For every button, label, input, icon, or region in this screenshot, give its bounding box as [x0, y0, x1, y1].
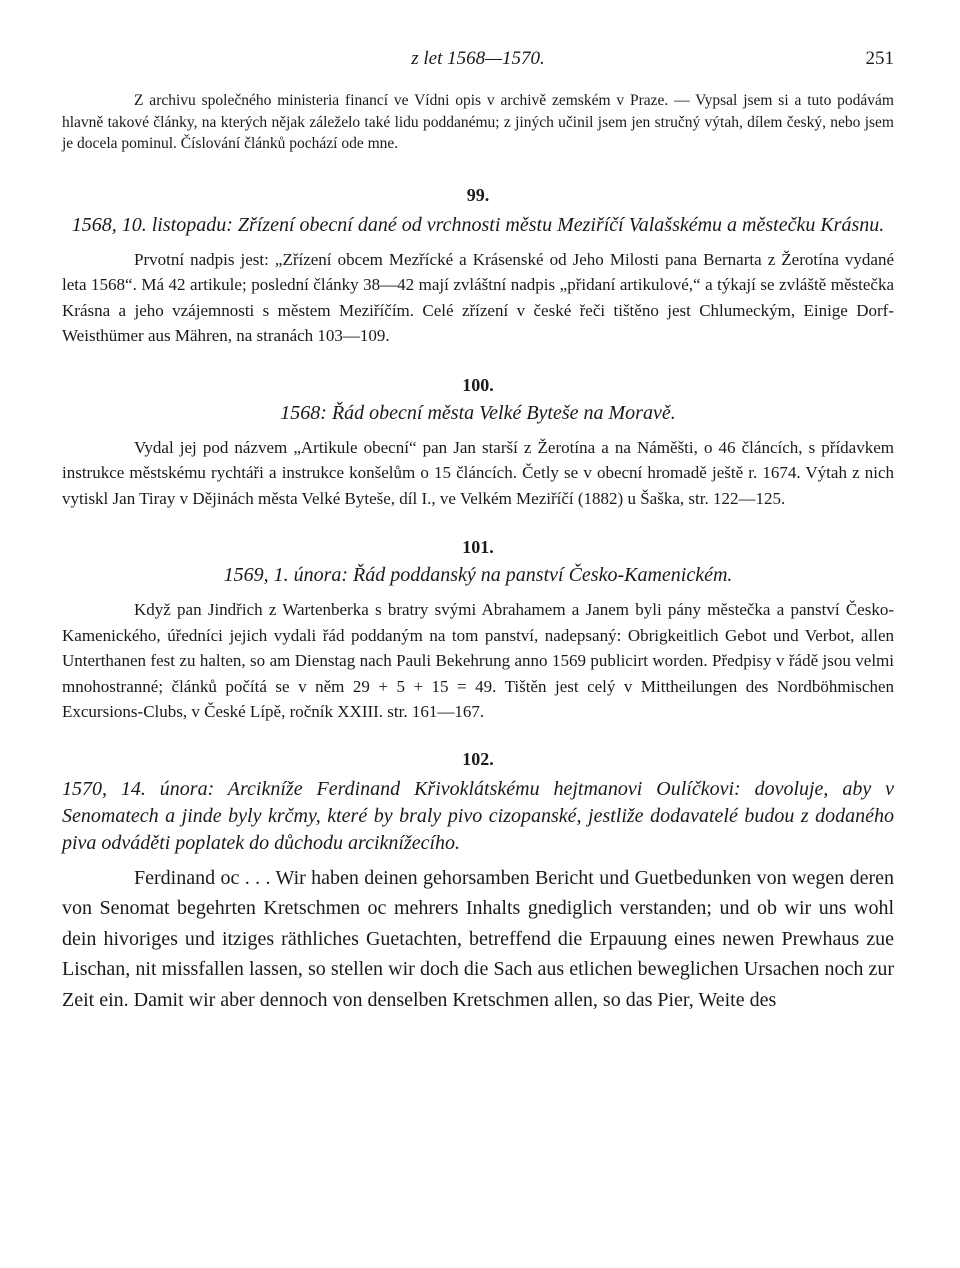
intro-text: Z archivu společného ministeria financí ve Vídni opis v archivě zemském v Praze. — Vypsal jsem si a tuto podávám hlavně takové články, na kterých nějak záleželo také lidu poddanému; z jiných učinil jsem jen stručný výtah, dílem český, nebo jsem je docela pominul. Číslování článků pochází ode mne. [62, 92, 894, 152]
entry-heading: 1569, 1. února: Řád poddanský na panství Česko-Kamenickém. [223, 564, 733, 586]
page-number: 251 [865, 48, 894, 69]
entry-heading: 1570, 14. února: Arcikníže Ferdinand Křivoklátskému hejtmanovi Oulíčkovi: dovoluje, aby v Senomatech a jinde byly krčmy, které by braly pivo cizopanské, jestliže dodavatelé budou z dodaného piva odváděti poplatek do důchodu arciknížecího. [62, 777, 894, 854]
intro-paragraph [62, 90, 894, 155]
entry-number: 101. [462, 537, 494, 557]
entry-number: 100. [462, 374, 494, 395]
document-page [62, 48, 894, 1015]
entry-body: Prvotní nadpis jest: „Zřízení obcem Mezřícké a Krásenské od Jeho Milosti pana Bernarta z Žerotína vydané leta 1568“. Má 42 artikule; poslední články 38—42 mají zvláštní nadpis „přidaní artikulové,“ a týkají se zvláště městečka Krásna a jeho vzájemnosti s městem Meziříčím. Celé zřízení v české řeči tištěno jest Chlumeckým, Einige Dorf-Weisthümer aus Mähren, na stranách 103—109. [62, 249, 894, 345]
entry-body: Ferdinand oc . . . Wir haben deinen gehorsamben Bericht und Guetbedunken von wegen deren von Senomat begehrten Kretschmen oc mehrers Inhalts gnediglich verstanden; und ob wir uns wohl dein hivoriges und itziges räthliches Guetachten, betreffend die Erpauung eines newen Prewhaus zue Lischan, nit missfallen lassen, so stellen wir doch die Sach aus etlichen beweglichen Ursachen noch zur Zeit ein. Damit wir aber dennoch von denselben Kretschmen allen, so das Pier, Weite des [62, 866, 894, 1011]
entry-100 [62, 375, 894, 512]
entry-body: Když pan Jindřich z Wartenberka s bratry svými Abrahamem a Janem byli pány městečka a panství Česko-Kamenického, úředníci jejich vydali řád poddaným na tom panství, nadepsaný: Obrigkeitlich Gebot und Verbot, allen Unterthanen fest zu halten, so am Dienstag nach Pauli Bekehrung anno 1569 publicirt worden. Předpisy v řádě jsou velmi mnohostranné; článků počítá se v něm 29 + 5 + 15 = 49. Tištěn jest celý v Mittheilungen des Nordböhmischen Excursions-Clubs, v České Lípě, ročník XXIII. str. 161—167. [62, 600, 894, 721]
running-title: z let 1568—1570. [411, 48, 545, 69]
entry-body: Vydal jej pod názvem „Artikule obecní“ pan Jan starší z Žerotína a na Náměšti, o 46 článcích, s přídavkem instrukce městskému rychtáři a instrukce konšelům o 15 článcích. Četly se v obecní hromadě ještě r. 1674. Výtah z nich vytiskl Jan Tiray v Dějinách města Velké Byteše, díl I., ve Velkém Meziříčí (1882) u Šaška, str. 122—125. [62, 437, 894, 508]
entry-number: 99. [466, 184, 490, 205]
entry-102 [62, 749, 894, 1016]
entry-number: 102. [462, 748, 494, 769]
running-head [62, 48, 894, 78]
entry-heading: 1568: Řád obecní města Velké Byteše na Moravě. [280, 401, 676, 424]
entry-heading: 1568, 10. listopadu: Zřízení obecní dané od vrchnosti městu Meziříčí Valašskému a městečku Krásnu. [71, 213, 885, 236]
entry-99 [62, 185, 894, 349]
entry-101 [62, 537, 894, 725]
